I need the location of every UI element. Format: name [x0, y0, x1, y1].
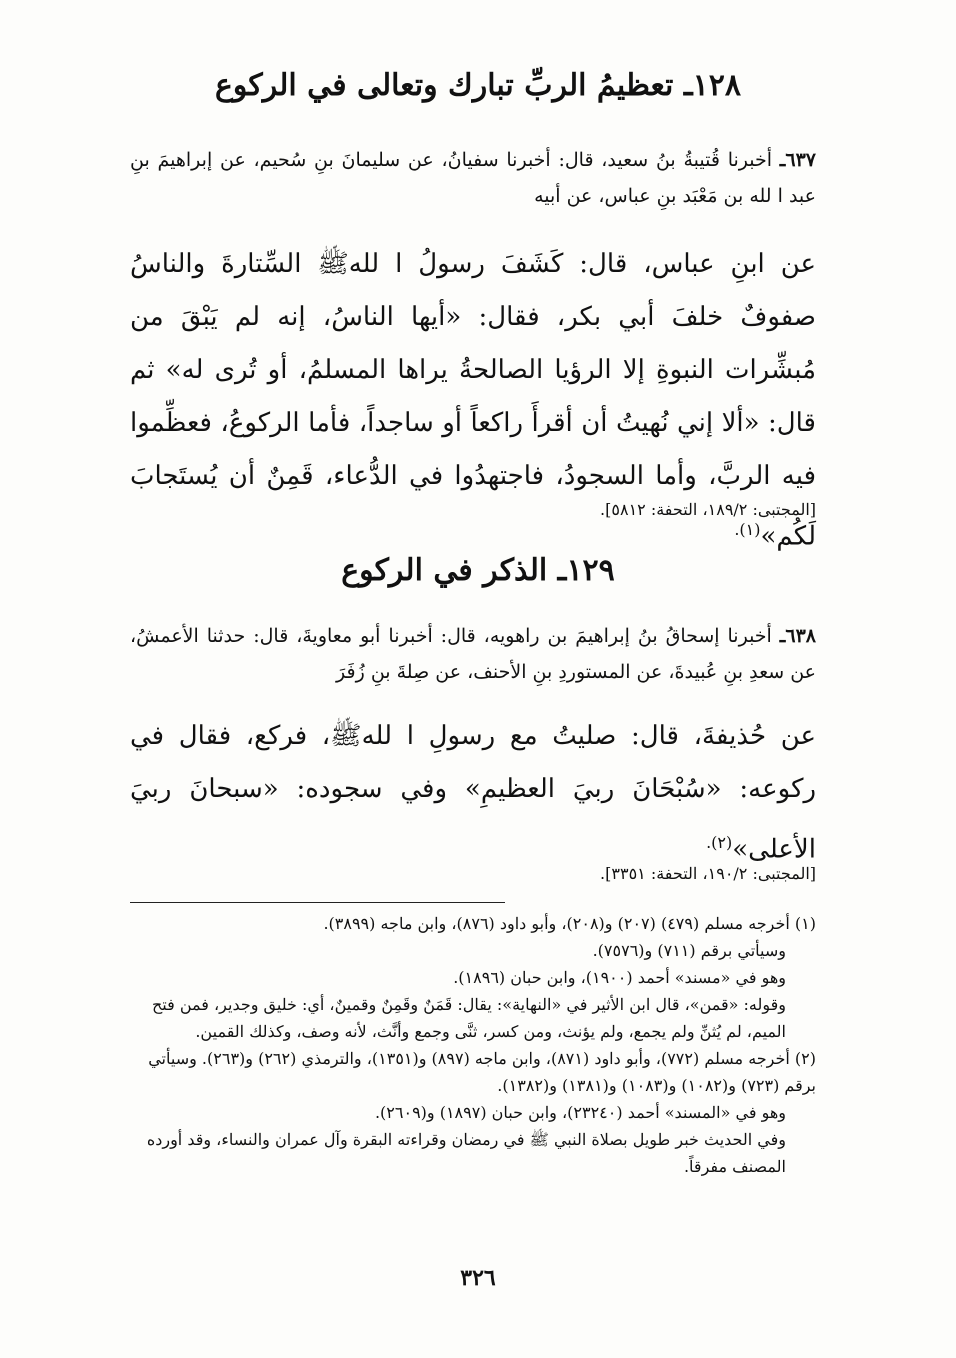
footnote-line: وسيأتي برقم (٧١١) و(٧٥٧٦). [592, 941, 786, 960]
chapter-129-title: ١٢٩ـ الذكر في الركوع [341, 553, 615, 588]
hadith-638-isnad-text: أخبرنا إسحاقُ بنُ إبراهيمَ بن راهويه، قال: أخبرنا أبو معاويةَ، قال: حدثنا الأعمشُ، عن سعدِ بنِ عُبيدةَ، عن المستوردِ بنِ الأحنف، عن صِلةَ بنِ زُفَرَ [130, 625, 816, 683]
footnote-line: وهو في «المسند» أحمد (٢٣٢٤٠)، وابن حبان (١٨٩٧) و(٢٦٠٩). [374, 1103, 786, 1122]
hadith-637-number: ٦٣٧ـ [779, 149, 816, 171]
hadith-637-isnad [130, 142, 816, 214]
hadith-637-reference: [المجتبى: ١٨٩/٢، التحفة: ٥٨١٢]. [600, 500, 816, 519]
hadith-637-isnad-text: أخبرنا قُتيبةُ بنُ سعيد، قال: أخبرنا سفيانُ، عن سليمانَ بنِ سُحيم، عن إبراهيمَ بنِ عبد ا لله بن مَعْبَد بنِ عباس، عن أبيه [130, 149, 816, 207]
hadith-637-matn-text: عن ابنِ عباس، قال: كَشَفَ رسولُ ا للهﷺ السِّتارةَ والناسُ صفوفٌ خلفَ أبي بكر، فقال: «أيها الناسُ، إنه لم يَبْقَ من مُبشِّرات النبوةِ إلا الرؤيا الصالحةُ يراها المسلمُ، أو تُرى له» ثم قال: «ألا إني نُهيتُ أن أقرأَ راكعاً أو ساجداً، فأما الركوعُ، فعظِّموا فيه الربَّ، وأما السجودُ، فاجتهدُوا في الدُّعاء، قَمِنٌ أن يُستَجابَ لَكُم» [130, 249, 816, 552]
chapter-128-title: ١٢٨ـ تعظيمُ الربِّ تبارك وتعالى في الركوع [215, 68, 741, 103]
footnote-separator [130, 902, 505, 903]
footnote-line: وهو في «مسند» أحمد (١٩٠٠)، وابن حبان (١٨٩٦). [453, 968, 786, 987]
footnote-line: وقوله: «قمن»، قال ابن الأثير في «النهاية»: يقال: قَمَنٌ وقَمِنٌ وقمينٌ، أي: خليق وجدير، فمن فتح الميم، لم يُثنِّ ولم يجمع، ولم يؤنث، ومن كسر، ثنَّى وجمع وأنَّث، لأنه وصف، وكذلك القمين. [151, 995, 786, 1041]
hadith-638-isnad [130, 618, 816, 690]
footnote-line: (١) أخرجه مسلم (٤٧٩) (٢٠٧) و(٢٠٨)، وأبو داود (٨٧٦)، وابن ماجه (٣٨٩٩). [323, 914, 816, 933]
footnote-line: (٢) أخرجه مسلم (٧٧٢)، وأبو داود (٨٧١)، وابن ماجه (٨٩٧) و(١٣٥١)، والترمذي (٢٦٢) و(٢٦٣). وسيأتي برقم (٧٢٣) و(١٠٨٢) و(١٠٨٣) و(١٣٨١) و(١٣٨٢). [148, 1049, 816, 1095]
footnote-line: وفي الحديث خبر طويل بصلاة النبي ﷺ في رمضان وقراءته البقرة وآل عمران والنساء، وقد أورده المصنف مفرقاً. [146, 1130, 786, 1176]
footnote-mark-2: (٢). [706, 833, 733, 852]
page-number: ٣٢٦ [460, 1265, 496, 1291]
hadith-638-matn-text: عن حُذيفةَ، قال: صليتُ مع رسولِ ا للهﷺ، فركع، فقال في ركوعه: «سُبْحَانَ ربيَ العظيمِ» وفي سجوده: «سبحانَ ربيَ الأعلى» [130, 721, 816, 865]
footnote-mark-1: (١). [734, 520, 761, 539]
footnotes [128, 910, 816, 1180]
hadith-638-number: ٦٣٨ـ [779, 625, 816, 647]
hadith-638-matn [130, 710, 816, 877]
hadith-638-reference: [المجتبى: ١٩٠/٢، التحفة: ٣٣٥١]. [600, 864, 816, 883]
